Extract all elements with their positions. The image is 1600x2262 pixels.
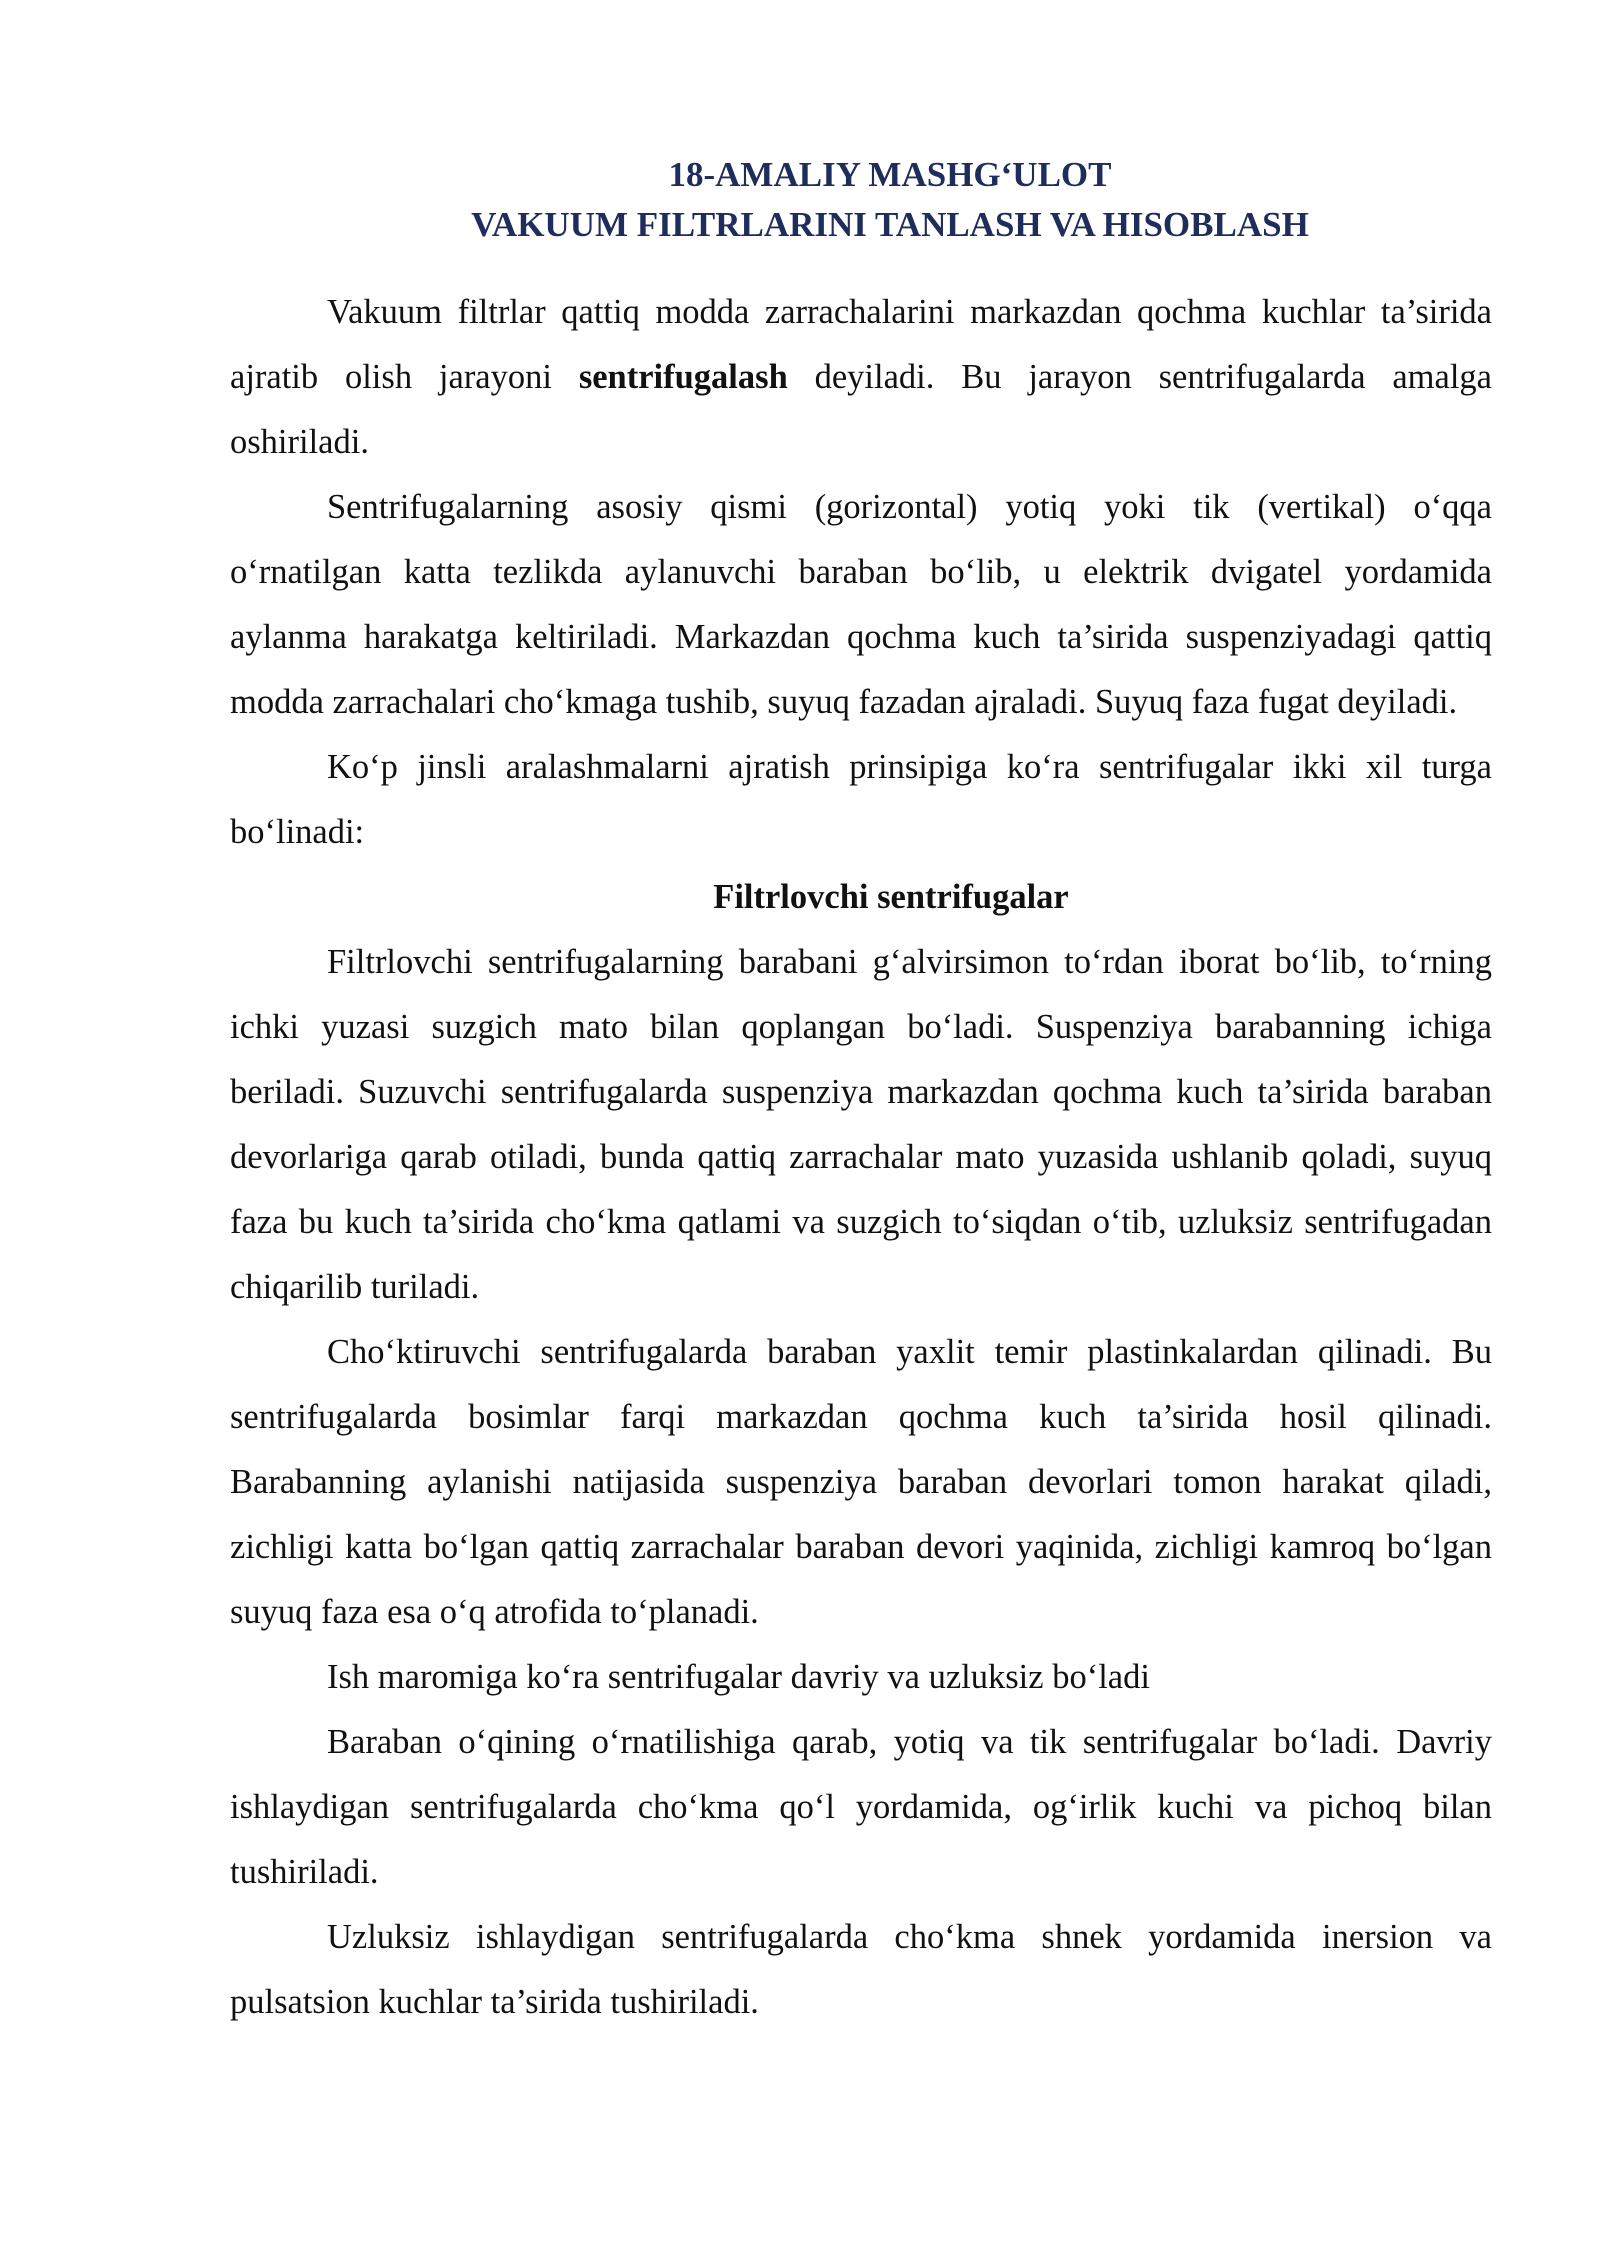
paragraph-intro-text-after: deyiladi. Bu jarayon sentrifugalarda amalga oshiriladi.	[230, 358, 1492, 461]
paragraph-classification: Ko‘p jinsli aralashmalarni ajratish prinsipiga ko‘ra sentrifugalar ikki xil turga bo‘linadi:	[230, 748, 1492, 851]
paragraph-filtering-centrifuges: Filtrlovchi sentrifugalarning barabani g‘alvirsimon to‘rdan iborat bo‘lib, to‘rning ichki yuzasi suzgich mato bilan qoplangan bo‘ladi. Suspenziya barabanning ichiga beriladi. Suzuvchi sentrifugalarda suspenziya markazdan qochma kuch ta’sirida baraban devorlariga qarab otiladi, bunda qattiq zarrachalar mato yuzasida ushlanib qoladi, suyuq faza bu kuch ta’sirida cho‘kma qatlami va suzgich to‘siqdan o‘tib, uzluksiz sentrifugadan chiqarilib turiladi.	[230, 943, 1492, 1306]
title-line-1: 18-AMALIY MASHG‘ULOT	[668, 155, 1112, 194]
bold-term-sentrifugalash: sentrifugalash	[578, 358, 788, 396]
paragraph-intro	[230, 280, 1492, 475]
paragraph-settling-centrifuges: Cho‘ktiruvchi sentrifugalarda baraban yaxlit temir plastinkalardan qilinadi. Bu sentrifugalarda bosimlar farqi markazdan qochma kuch ta’sirida hosil qilinadi. Barabanning aylanishi natijasida suspenziya baraban devorlari tomon harakat qiladi, zichligi katta bo‘lgan qattiq zarrachalar baraban devori yaqinida, zichligi kamroq bo‘lgan suyuq faza esa o‘q atrofida to‘planadi.	[230, 1333, 1492, 1631]
paragraph-drum-axis: Baraban o‘qining o‘rnatilishiga qarab, yotiq va tik sentrifugalar bo‘ladi. Davriy ishlaydigan sentrifugalarda cho‘kma qo‘l yordamida, og‘irlik kuchi va pichoq bilan tushiriladi.	[230, 1723, 1492, 1891]
document-title	[288, 150, 1492, 250]
title-line-2: VAKUUM FILTRLARINI TANLASH VA HISOBLASH	[471, 205, 1309, 244]
paragraph-intro-text-before: Vakuum filtrlar qattiq modda zarrachalarini markazdan qochma kuchlar ta’sirida ajratib olish jarayoni	[230, 293, 1492, 396]
paragraph-continuous-centrifuges: Uzluksiz ishlaydigan sentrifugalarda cho‘kma shnek yordamida inersion va pulsatsion kuchlar ta’sirida tushiriladi.	[230, 1918, 1492, 2021]
document-body	[230, 150, 1492, 2035]
section-heading: Filtrlovchi sentrifugalar	[713, 878, 1069, 916]
paragraph-centrifuge-structure: Sentrifugalarning asosiy qismi (gorizontal) yotiq yoki tik (vertikal) o‘qqa o‘rnatilgan katta tezlikda aylanuvchi baraban bo‘lib, u elektrik dvigatel yordamida aylanma harakatga keltiriladi. Markazdan qochma kuch ta’sirida suspenziyadagi qattiq modda zarrachalari cho‘kmaga tushib, suyuq fazadan ajraladi. Suyuq faza fugat deyiladi.	[230, 488, 1492, 721]
paragraph-operation-mode: Ish maromiga ko‘ra sentrifugalar davriy va uzluksiz bo‘ladi	[327, 1658, 1150, 1696]
